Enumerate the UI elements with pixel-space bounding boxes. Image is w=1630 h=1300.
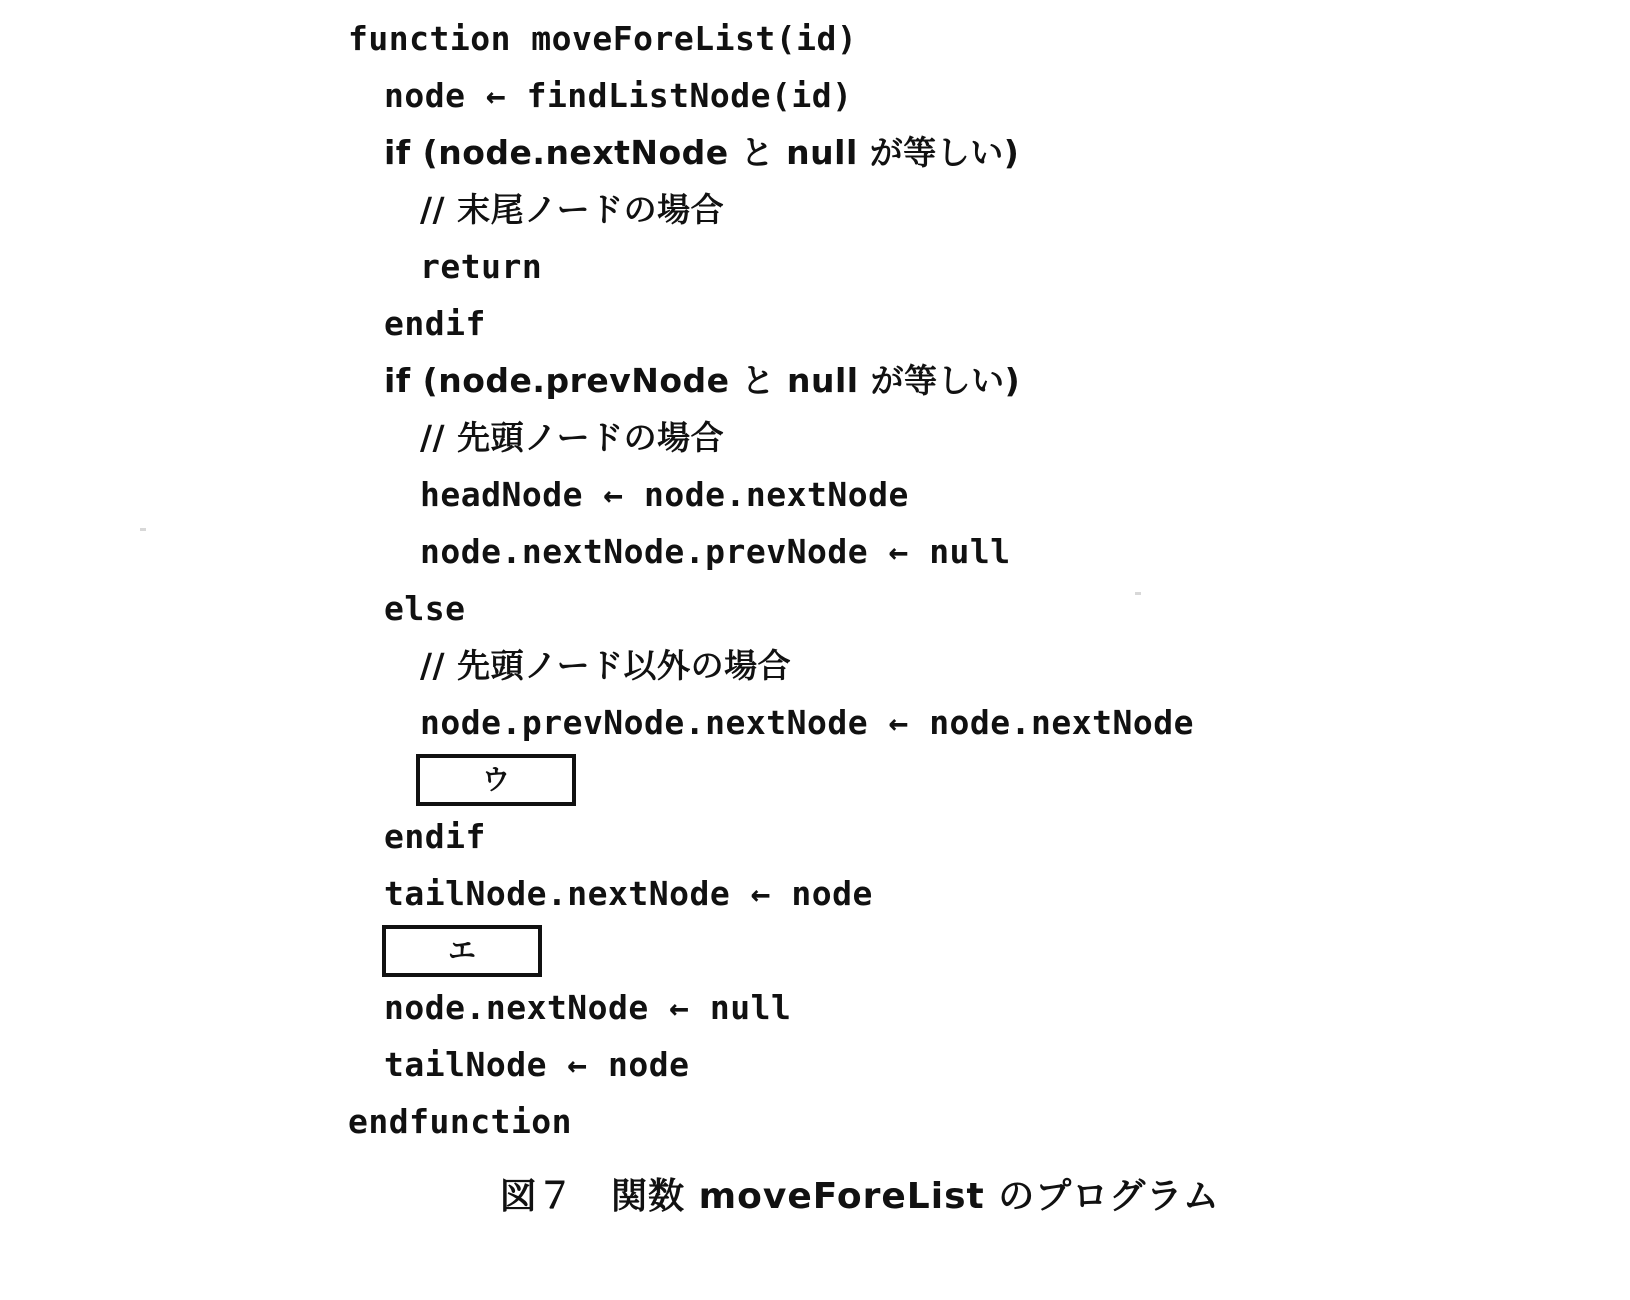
code-line-comment: // 先頭ノードの場合 [420,418,725,457]
pseudocode-block [0,10,1630,1150]
code-line: node.nextNode ← null [384,988,792,1027]
figure-caption: 図７ 関数 moveForeList のプログラム [500,1176,1220,1217]
code-line: node.prevNode.nextNode ← node.nextNode [420,703,1194,742]
blank-answer-row [348,751,1630,808]
code-line: tailNode.nextNode ← node [384,874,873,913]
code-line-comment: // 先頭ノード以外の場合 [420,646,792,685]
blank-answer-row [348,922,1630,979]
code-line: if (node.nextNode と null が等しい) [384,133,1020,172]
code-line: node ← findListNode(id) [384,76,853,115]
code-line: headNode ← node.nextNode [420,475,909,514]
paper-speck [1135,592,1141,595]
code-line: function moveForeList(id) [348,19,858,58]
code-line: endif [384,817,486,856]
code-line: tailNode ← node [384,1045,690,1084]
code-line: node.nextNode.prevNode ← null [420,532,1011,571]
code-line: return [420,247,543,286]
code-line-comment: // 末尾ノードの場合 [420,190,725,229]
blank-box-u[interactable]: ウ [416,754,576,806]
code-line: endif [384,304,486,343]
paper-speck [140,528,146,531]
code-line: if (node.prevNode と null が等しい) [384,361,1021,400]
blank-box-e[interactable]: エ [382,925,542,977]
code-line: else [384,589,466,628]
code-line: endfunction [348,1102,573,1141]
